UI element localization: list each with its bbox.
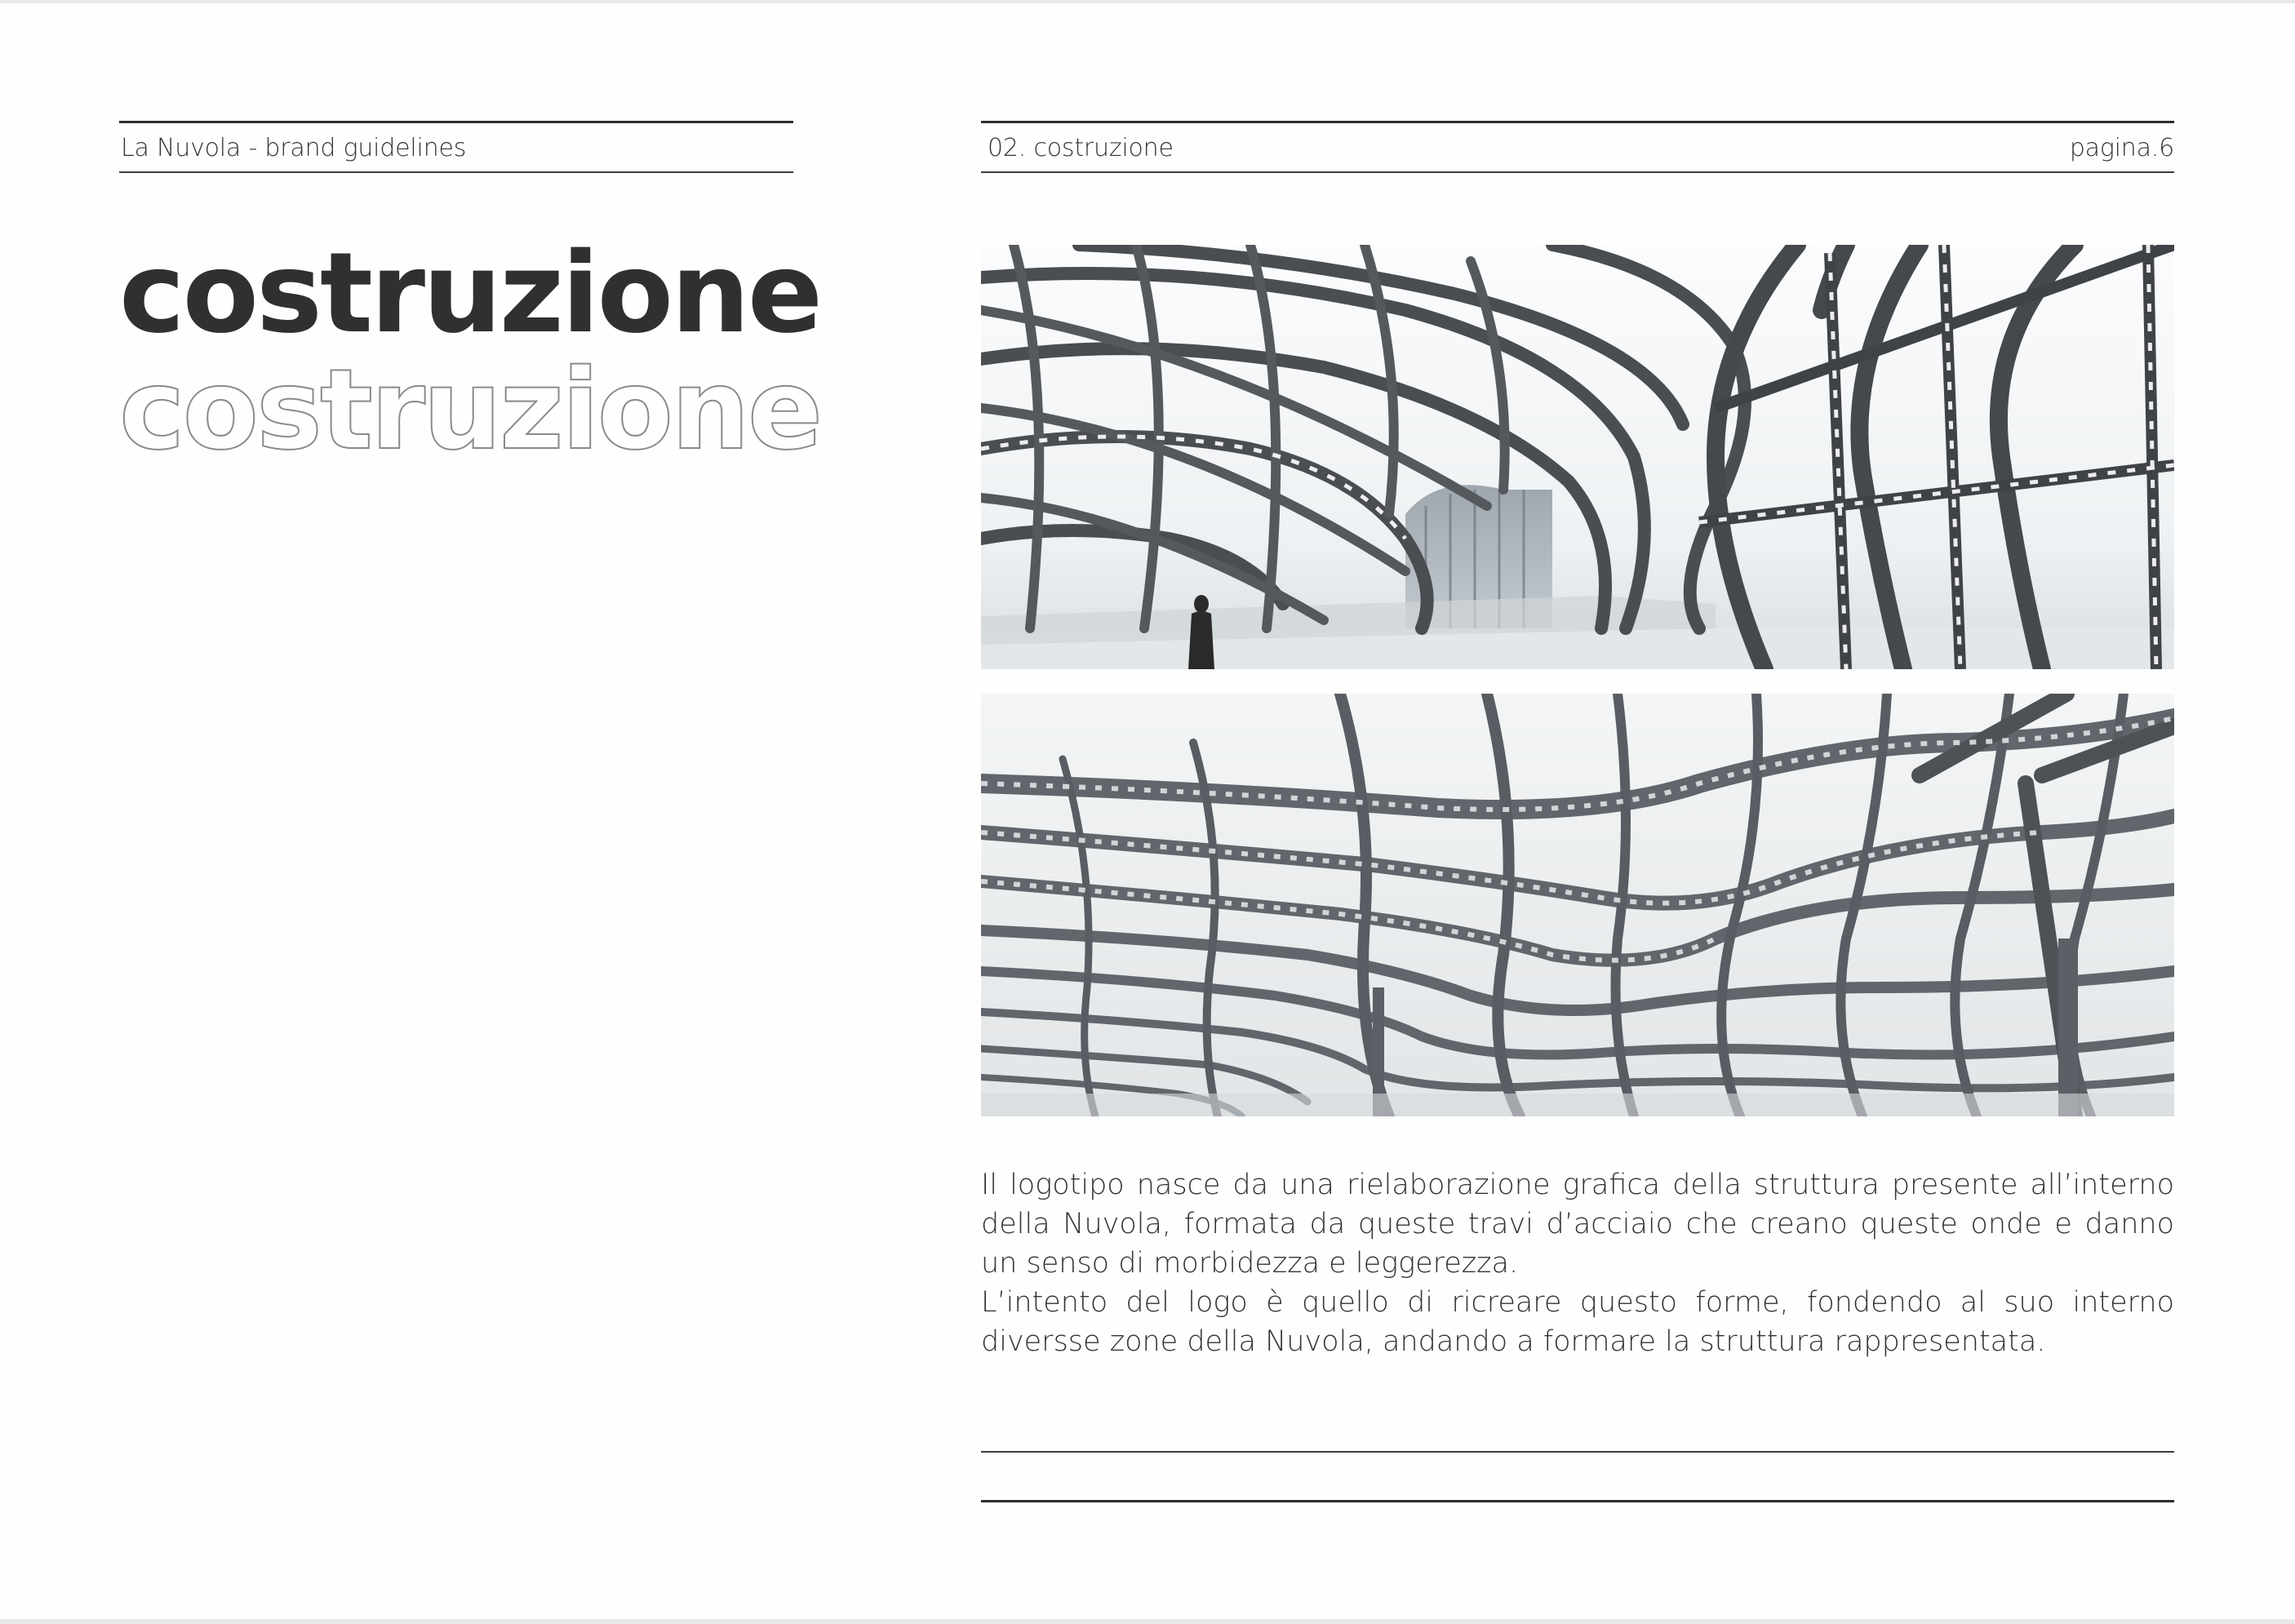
footer-rule-lower	[981, 1500, 2174, 1502]
body-paragraph-1: Il logotipo nasce da una rielaborazione grafica della struttura presente all’interno della Nuvola, formata da queste travi d’acciaio che creano queste onde e danno un senso di morbidezza e leggerezza.	[981, 1169, 2174, 1280]
page-top-border	[0, 0, 2295, 3]
page-bottom-border	[0, 1619, 2295, 1624]
right-header-rule-bottom	[981, 171, 2174, 173]
page-title: costruzione	[119, 229, 821, 358]
structure-photo-ceiling	[981, 694, 2174, 1116]
page-title-outline: costruzione	[119, 346, 821, 475]
body-text	[981, 1165, 2174, 1361]
right-header-rule-top	[981, 121, 2174, 123]
document-title: La Nuvola - brand guidelines	[121, 134, 467, 162]
page-number: pagina.6	[2069, 134, 2174, 162]
structure-photo-corridor	[981, 245, 2174, 669]
left-header-rule-bottom	[119, 171, 793, 173]
body-paragraph-2: L’intento del logo è quello di ricreare questo forme, fondendo al suo interno diversse zone della Nuvola, andando a formare la struttura rappresentata.	[981, 1286, 2174, 1358]
footer-rule-upper	[981, 1451, 2174, 1453]
left-header-rule-top	[119, 121, 793, 123]
section-label: 02. costruzione	[988, 134, 1174, 162]
